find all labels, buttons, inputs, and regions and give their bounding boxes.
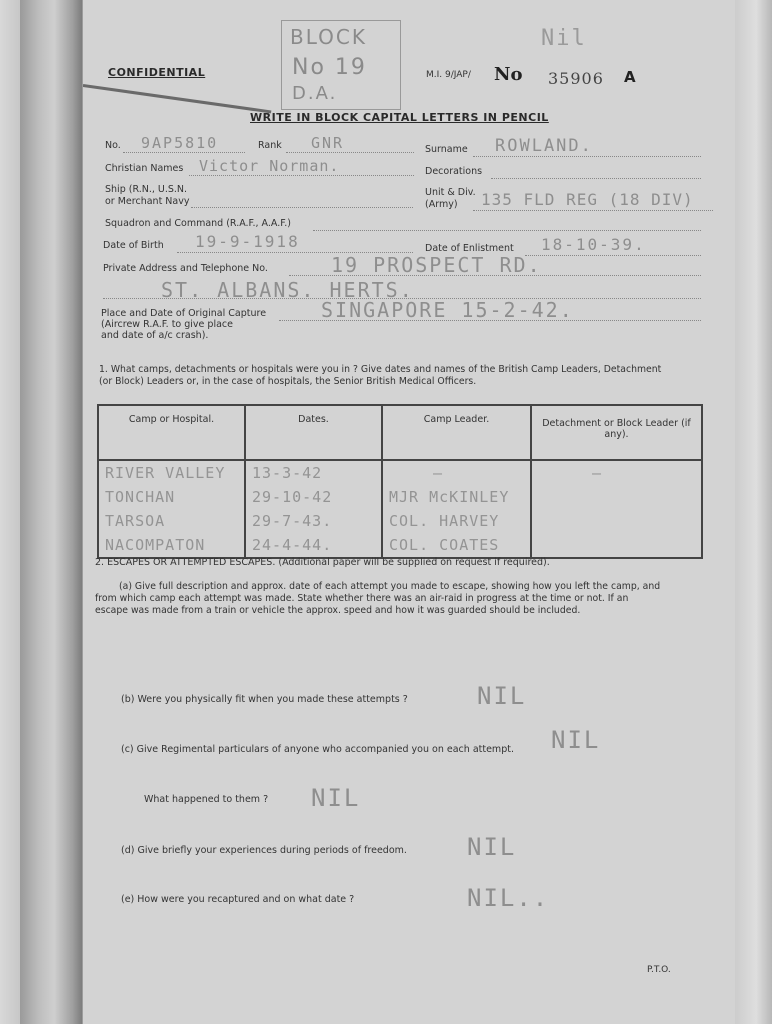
surname-value: ROWLAND. [495, 136, 593, 156]
address-label: Private Address and Telephone No. [103, 263, 268, 274]
table-cell: 29-10-42 [252, 488, 333, 506]
tie-string [83, 84, 272, 113]
rank-label: Rank [258, 140, 282, 151]
table-cell: 13-3-42 [252, 464, 323, 482]
confidential-label: CONFIDENTIAL [108, 66, 206, 79]
answer-c-followup: NIL [311, 784, 361, 812]
unit-label-2: (Army) [425, 199, 458, 210]
pto-label: P.T.O. [647, 965, 671, 975]
col-header-leader: Camp Leader. [382, 405, 531, 460]
rank-line [286, 152, 414, 153]
instruction-heading: WRITE IN BLOCK CAPITAL LETTERS IN PENCIL [250, 111, 549, 124]
table-cell: COL. COATES [389, 536, 500, 554]
capture-label-2: (Aircrew R.A.F. to give place [101, 319, 233, 330]
christian-names-value: Victor Norman. [199, 157, 340, 175]
table-cell: — [592, 464, 603, 482]
table-body-row [98, 460, 702, 558]
section1-line-1: 1. What camps, detachments or hospitals were you in ? Give dates and names of the British Camp Leaders, Detachment [99, 364, 662, 375]
col-header-detachment: Detachment or Block Leader (if any). [531, 405, 702, 460]
question-c-followup: What happened to them ? [144, 794, 269, 805]
section2a-line-1: (a) Give full description and approx. date of each attempt you made to escape, showing how you left the camp, and [119, 581, 661, 592]
table-cell: — [433, 464, 444, 482]
block-stamp [281, 20, 401, 110]
squadron-line [313, 230, 701, 231]
stamp-line-1: BLOCK [290, 25, 367, 49]
decorations-line [491, 178, 701, 179]
answer-e: NIL.. [467, 884, 550, 912]
capture-value: SINGAPORE 15-2-42. [321, 298, 574, 322]
leader-column [382, 460, 531, 558]
address-value-2: ST. ALBANS. HERTS. [161, 278, 414, 302]
nil-top-annotation: Nil [541, 26, 587, 51]
col-header-camp: Camp or Hospital. [98, 405, 245, 460]
table-cell: TARSOA [105, 512, 166, 530]
form-letter: A [624, 68, 636, 86]
no-line [123, 152, 245, 153]
camps-table [97, 404, 703, 559]
capture-label-1: Place and Date of Original Capture [101, 308, 267, 319]
christian-names-label: Christian Names [105, 163, 184, 174]
dates-column [245, 460, 382, 558]
unit-label-1: Unit & Div. [425, 187, 476, 198]
table-cell [532, 533, 701, 557]
table-cell: RIVER VALLEY [105, 464, 226, 482]
section1-line-2: (or Block) Leaders or, in the case of hospitals, the Senior British Medical Officers. [99, 376, 477, 387]
answer-c: NIL [551, 726, 601, 754]
ship-line [191, 207, 413, 208]
question-c: (c) Give Regimental particulars of anyone who accompanied you on each attempt. [121, 744, 514, 755]
dob-value: 19-9-1918 [195, 232, 300, 251]
address-value-1: 19 PROSPECT RD. [331, 253, 542, 277]
folder-spine [20, 0, 84, 1024]
enlistment-value: 18-10-39. [541, 235, 646, 254]
number-mark: No [494, 64, 523, 85]
answer-d: NIL [467, 833, 517, 861]
no-label: No. [105, 140, 121, 151]
section2-title: 2. ESCAPES OR ATTEMPTED ESCAPES. (Additional paper will be supplied on request if required). [95, 557, 550, 568]
col-header-dates: Dates. [245, 405, 382, 460]
table-header-row [98, 405, 702, 460]
surname-label: Surname [425, 144, 468, 155]
reference-code: M.I. 9/JAP/ [426, 70, 471, 80]
underlying-pages [730, 0, 772, 1024]
christian-names-line [189, 175, 414, 176]
ship-label-2: or Merchant Navy [105, 196, 190, 207]
table-cell: 29-7-43. [252, 512, 333, 530]
capture-label-3: and date of a/c crash). [101, 330, 209, 341]
question-e: (e) How were you recaptured and on what date ? [121, 894, 355, 905]
serial-number: 35906 [548, 69, 604, 88]
section2a-line-2: from which camp each attempt was made. State whether there was an air-raid in progress at the time or not. If an [95, 593, 629, 604]
detachment-column [531, 460, 702, 558]
unit-value: 135 FLD REG (18 DIV) [481, 190, 694, 209]
question-d: (d) Give briefly your experiences during periods of freedom. [121, 845, 407, 856]
no-value: 9AP5810 [141, 134, 219, 152]
table-cell: COL. HARVEY [389, 512, 500, 530]
surname-line [473, 156, 701, 157]
table-cell [532, 485, 701, 509]
answer-b: NIL [477, 682, 527, 710]
document-page [82, 0, 735, 1024]
dob-label: Date of Birth [103, 240, 164, 251]
unit-line [473, 210, 713, 211]
camp-column [98, 460, 245, 558]
enlistment-label: Date of Enlistment [425, 243, 514, 254]
enlistment-line [525, 255, 701, 256]
table-cell: 24-4-44. [252, 536, 333, 554]
question-b: (b) Were you physically fit when you made these attempts ? [121, 694, 408, 705]
stamp-line-3: D.A. [292, 83, 338, 104]
section2a-line-3: escape was made from a train or vehicle the approx. speed and how it was guarded should be included. [95, 605, 581, 616]
table-cell: TONCHAN [105, 488, 176, 506]
table-cell: NACOMPATON [105, 536, 206, 554]
squadron-label: Squadron and Command (R.A.F., A.A.F.) [105, 218, 291, 229]
stamp-line-2: No 19 [292, 55, 367, 80]
table-cell [532, 509, 701, 533]
rank-value: GNR [311, 134, 345, 152]
table-cell: MJR McKINLEY [389, 488, 510, 506]
ship-label-1: Ship (R.N., U.S.N. [105, 184, 188, 195]
decorations-label: Decorations [425, 166, 483, 177]
